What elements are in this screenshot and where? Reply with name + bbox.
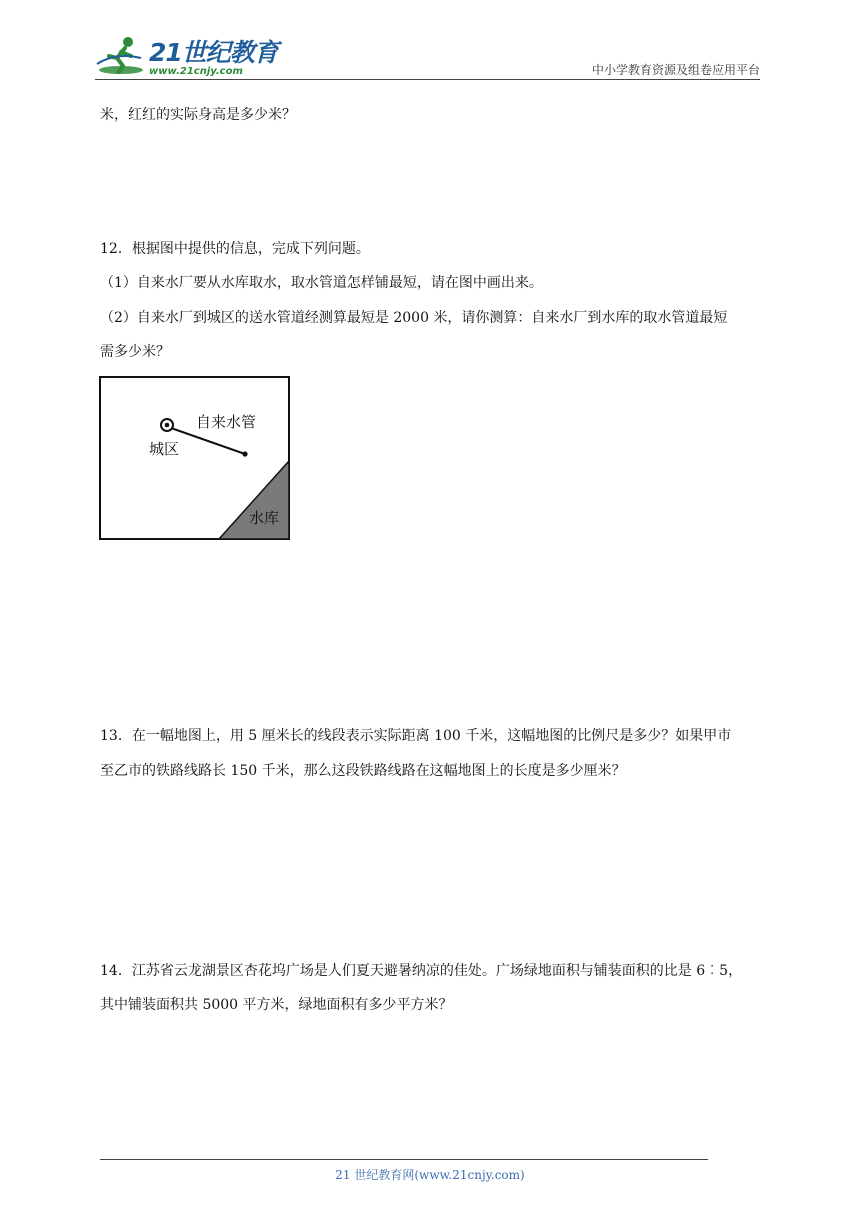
question-13-line-2: 至乙市的铁路线路长 150 千米，那么这段铁路线路在这幅地图上的长度是多少厘米？ [100, 763, 626, 779]
question-12-part-2: （2）自来水厂到城区的送水管道经测算最短是 2000 米，请你测算：自来水厂到水库的取水管道最短 [100, 310, 728, 326]
footer-text[interactable]: 21 世纪教育网(www.21cnjy.com) [335, 1168, 525, 1182]
question-12-part-2-cont: 需多少米？ [100, 344, 170, 360]
question-12-stem: 12．根据图中提供的信息，完成下列问题。 [100, 241, 370, 257]
question-14-line-2: 其中铺装面积共 5000 平方米，绿地面积有多少平方米？ [100, 997, 453, 1013]
question-14-line-1: 14．江苏省云龙湖景区杏花坞广场是人们夏天避暑纳凉的佳处。广场绿地面积与铺装面积的比是 6︰5， [100, 963, 743, 979]
label-pipe: 自来水管 [196, 413, 257, 431]
pipe-map-figure [99, 376, 291, 541]
label-reservoir: 水库 [249, 509, 280, 527]
logo-text: 21世纪教育 [149, 38, 278, 67]
water-plant-marker-icon [242, 451, 247, 456]
platform-name: 中小学教育资源及组卷应用平台 [591, 63, 760, 77]
runner-logo-icon [95, 34, 147, 78]
page-header [95, 34, 760, 80]
footer-divider [100, 1159, 708, 1160]
question-13-line-1: 13．在一幅地图上，用 5 厘米长的线段表示实际距离 100 千米，这幅地图的比例尺是多少？如果甲市 [100, 728, 732, 744]
question-11-continuation: 米，红红的实际身高是多少米？ [100, 107, 296, 123]
header-divider [95, 79, 760, 80]
logo-url: www.21cnjy.com [149, 66, 243, 77]
label-city: 城区 [149, 440, 180, 458]
question-12-part-1: （1）自来水厂要从水库取水，取水管道怎样铺最短，请在图中画出来。 [100, 275, 543, 291]
